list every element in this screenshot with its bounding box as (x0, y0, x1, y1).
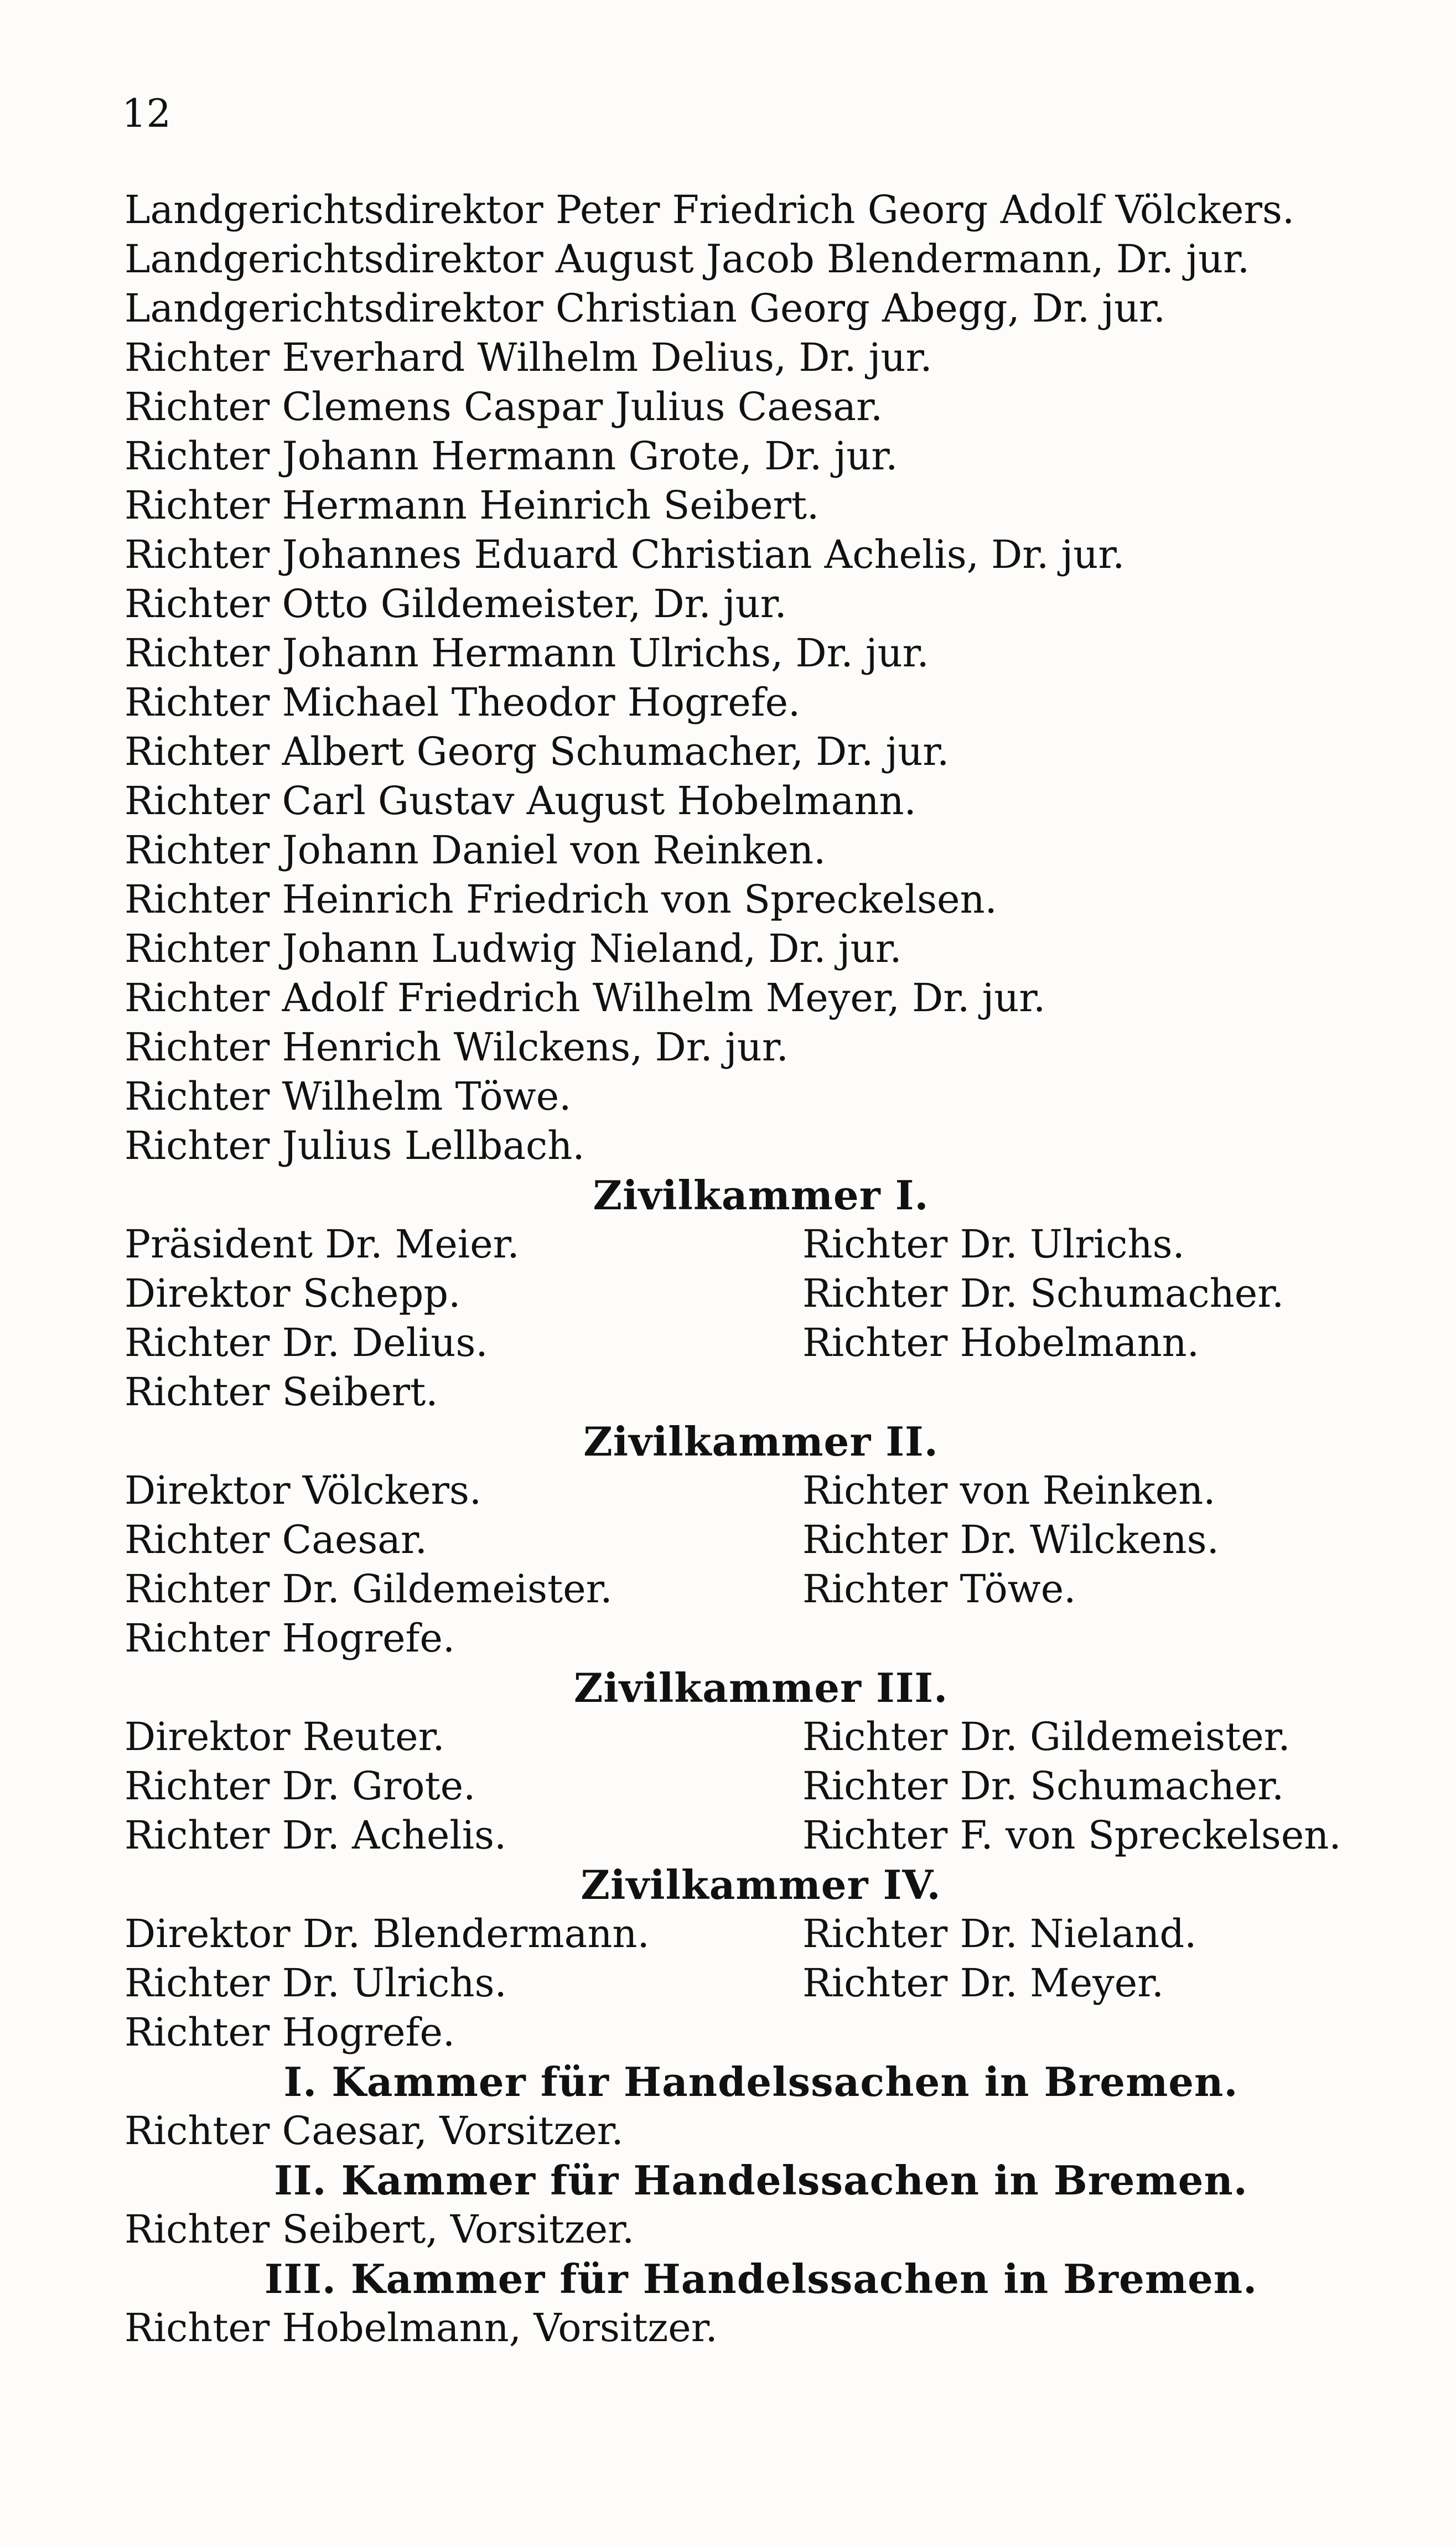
member-left: Richter Dr. Ulrichs. (125, 1960, 507, 2006)
judge-line: Richter Wilhelm Töwe. (125, 1074, 572, 1119)
member-left: Richter Dr. Delius. (125, 1320, 488, 1365)
zivilkammer-members (125, 1220, 1397, 1417)
judge-line: Richter Henrich Wilckens, Dr. jur. (125, 1024, 789, 1070)
member-right: Richter F. von Spreckelsen. (802, 1813, 1341, 1858)
page-number: 12 (122, 91, 172, 136)
member-right: Richter Dr. Meyer. (802, 1960, 1164, 2006)
judge-line: Richter Clemens Caspar Julius Caesar. (125, 384, 883, 429)
judge-line: Richter Johann Hermann Grote, Dr. jur. (125, 433, 898, 479)
member-right (802, 1614, 1397, 1663)
judge-line: Richter Otto Gildemeister, Dr. jur. (125, 581, 787, 627)
zivilkammer-heading: Zivilkammer IV. (581, 1861, 941, 1908)
judge-line: Richter Michael Theodor Hogrefe. (125, 680, 801, 725)
handelskammer-heading: III. Kammer für Handelssachen in Bremen. (264, 2255, 1258, 2302)
zivilkammer-members (125, 1466, 1397, 1663)
judge-line: Richter Adolf Friedrich Wilhelm Meyer, Dr. jur. (125, 975, 1046, 1021)
judge-line: Richter Everhard Wilhelm Delius, Dr. jur. (125, 335, 932, 380)
zivilkammer-members (125, 1909, 1397, 2057)
member-left: Richter Caesar. (125, 1517, 428, 1562)
member-right: Richter von Reinken. (802, 1468, 1216, 1513)
judge-line: Richter Julius Lellbach. (125, 1123, 585, 1168)
judge-line: Richter Albert Georg Schumacher, Dr. jur. (125, 729, 950, 774)
judge-line: Richter Johann Ludwig Nieland, Dr. jur. (125, 926, 902, 971)
member-right: Richter Töwe. (802, 1566, 1076, 1612)
member-right: Richter Dr. Schumacher. (802, 1271, 1284, 1316)
zivilkammer-heading: Zivilkammer I. (593, 1172, 929, 1219)
member-right: Richter Dr. Schumacher. (802, 1763, 1284, 1809)
member-left: Richter Dr. Grote. (125, 1763, 476, 1809)
handelskammer-heading: I. Kammer für Handelssachen in Bremen. (283, 2058, 1239, 2105)
member-right: Richter Hobelmann. (802, 1320, 1199, 1365)
judge-line: Richter Johann Hermann Ulrichs, Dr. jur. (125, 630, 929, 676)
member-left: Direktor Dr. Blendermann. (125, 1911, 650, 1956)
member-right: Richter Dr. Nieland. (802, 1911, 1197, 1956)
judge-line: Richter Hermann Heinrich Seibert. (125, 483, 820, 528)
member-left: Richter Dr. Achelis. (125, 1813, 507, 1858)
judge-line: Landgerichtsdirektor Christian Georg Abegg, Dr. jur. (125, 286, 1166, 331)
judge-line: Landgerichtsdirektor Peter Friedrich Georg Adolf Völckers. (125, 187, 1295, 232)
member-left: Direktor Reuter. (125, 1714, 445, 1759)
member-right (802, 2008, 1397, 2057)
member-left: Richter Hogrefe. (125, 1616, 455, 1661)
member-right: Richter Dr. Ulrichs. (802, 1221, 1185, 1267)
member-left: Richter Hogrefe. (125, 2010, 455, 2055)
judge-line: Richter Carl Gustav August Hobelmann. (125, 778, 916, 824)
member-right (802, 1368, 1397, 1417)
member-left: Richter Seibert. (125, 1369, 438, 1415)
member-left: Präsident Dr. Meier. (125, 1221, 520, 1267)
zivilkammer-heading: Zivilkammer II. (583, 1418, 939, 1465)
member-left: Direktor Völckers. (125, 1468, 482, 1513)
member-right: Richter Dr. Gildemeister. (802, 1714, 1291, 1759)
judge-line: Richter Johann Daniel von Reinken. (125, 827, 826, 873)
judge-line: Richter Heinrich Friedrich von Spreckelsen. (125, 877, 997, 922)
handelskammer-chair: Richter Seibert, Vorsitzer. (125, 2207, 635, 2252)
judge-line: Richter Johannes Eduard Christian Achelis, Dr. jur. (125, 532, 1125, 577)
handelskammer-chair: Richter Caesar, Vorsitzer. (125, 2108, 624, 2153)
zivilkammer-heading: Zivilkammer III. (573, 1664, 949, 1711)
member-left: Direktor Schepp. (125, 1271, 461, 1316)
member-left: Richter Dr. Gildemeister. (125, 1566, 613, 1612)
member-right: Richter Dr. Wilckens. (802, 1517, 1219, 1562)
handelskammer-heading: II. Kammer für Handelssachen in Bremen. (274, 2157, 1248, 2204)
judge-line: Landgerichtsdirektor August Jacob Blendermann, Dr. jur. (125, 236, 1250, 282)
zivilkammer-members (125, 1712, 1397, 1860)
judges-list (125, 185, 1397, 2353)
handelskammer-chair: Richter Hobelmann, Vorsitzer. (125, 2305, 718, 2351)
